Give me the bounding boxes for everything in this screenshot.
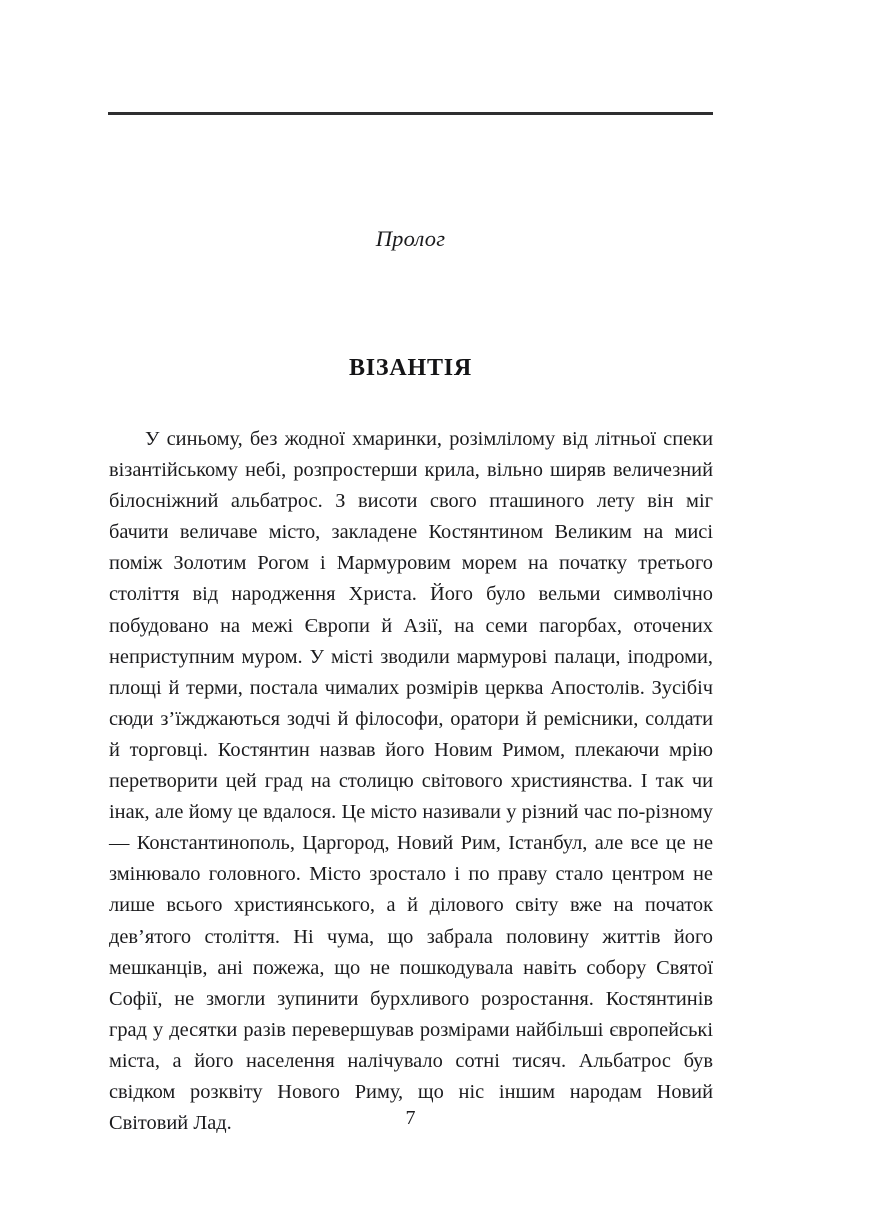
body-paragraph: У синьому, без жодної хмаринки, розімлілому від літньої спеки візантійському небі, розпростерши крила, вільно ширяв величезний білосніжний альбатрос. З висоти свого пташиного лету він міг бачити величаве місто, закладене Костянтином Великим на мисі поміж Золотим Рогом і Мармуровим морем на початку третього століття від народження Христа. Його було вельми символічно побудовано на межі Європи й Азії, на семи пагорбах, оточених неприступним муром. У місті зводили мармурові палаци, іподроми, площі й терми, постала чималих розмірів церква Апостолів. Зусібіч сюди з’їжджаються зодчі й філософи, оратори й ремісники, солдати й торговці. Костянтин назвав його Новим Римом, плекаючи мрію перетворити цей град на столицю світового християнства. І так чи інак, але йому це вдалося. Це місто називали у різний час по-різному — Константинополь, Царгород, Новий Рим, Істанбул, але все це не змінювало головного. Місто зростало і по праву стало центром не лише всього християнського, а й ділового світу вже на початок дев’ятого століття. Ні чума, що забрала половину життів його мешканців, ані пожежа, що не пошкодувала навіть собору Святої Софії, не змогли зупинити бурхливого розростання. Костянтинів град у десятки разів перевершував розмірами найбільші європейські міста, а його населення налічувало сотні тисяч. Альбатрос був свідком розквіту Нового Риму, що ніс іншим народам Новий Світовий Лад. bbox=[109, 428, 713, 1135]
section-label: Пролог bbox=[375, 226, 446, 251]
body-text-block bbox=[109, 424, 713, 1139]
page-number: 7 bbox=[405, 1107, 416, 1129]
chapter-title: ВІЗАНТІЯ bbox=[348, 355, 473, 382]
header-rule-divider bbox=[108, 112, 713, 115]
